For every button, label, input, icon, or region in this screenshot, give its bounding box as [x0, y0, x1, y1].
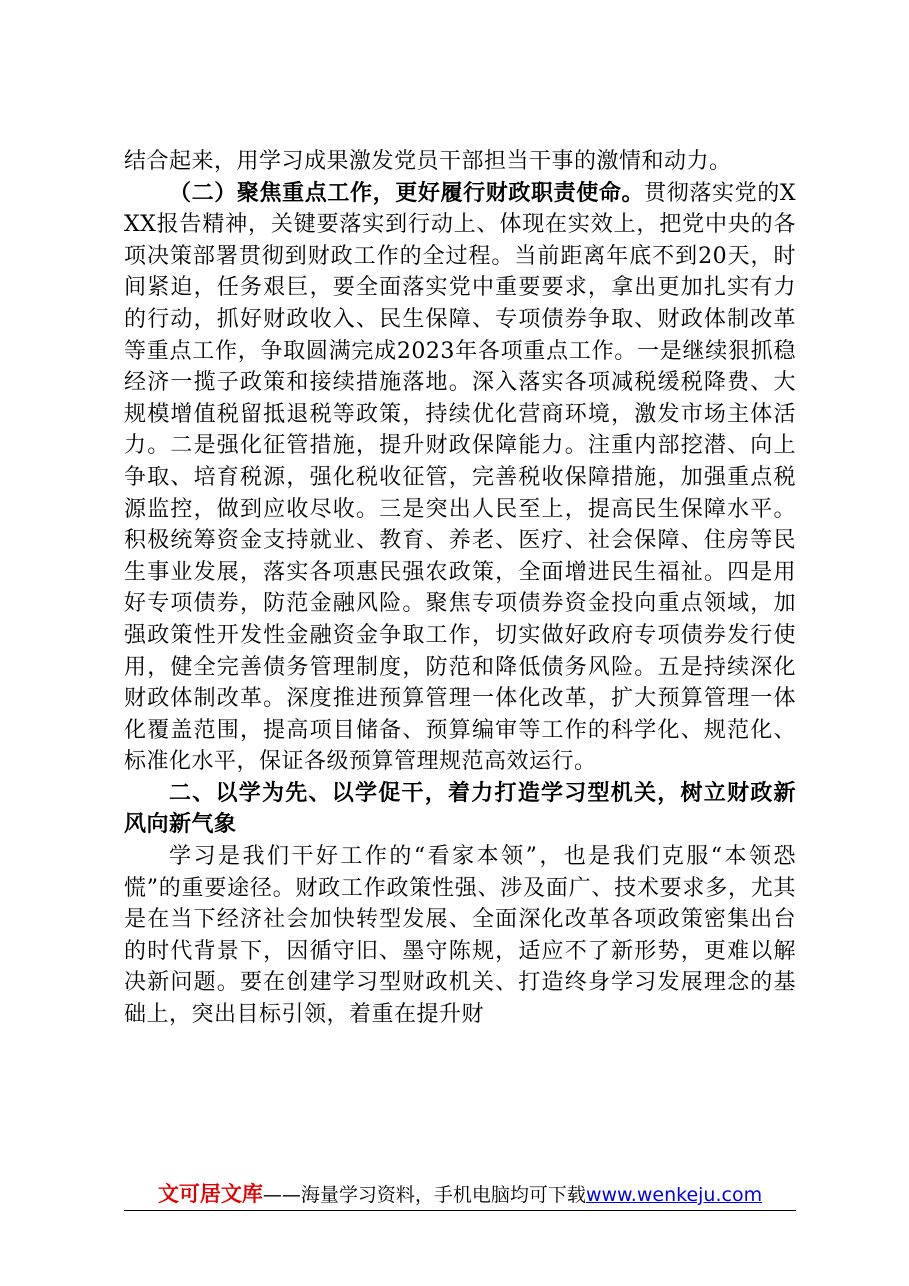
paragraph-subsection-2: [124, 178, 796, 778]
subsection-body: 贯彻落实党的XXX报告精神，关键要落实到行动上、体现在实效上，把党中央的各项决策部署贯彻到财政工作的全过程。当前距离年底不到20天，时间紧迫，任务艰巨，要全面落实党中重要要求，拿出更加扎实有力的行动，抓好财政收入、民生保障、专项债券争取、财政体制改革等重点工作，争取圆满完成2023年各项重点工作。一是继续狠抓稳经济一揽子政策和接续措施落地。深入落实各项减税缓税降费、大规模增值税留抵退税等政策，持续优化营商环境，激发市场主体活力。二是强化征管措施，提升财政保障能力。注重内部挖潜、向上争取、培育税源，强化税收征管，完善税收保障措施，加强重点税源监控，做到应收尽收。三是突出人民至上，提高民生保障水平。积极统筹资金支持就业、教育、养老、医疗、社会保障、住房等民生事业发展，落实各项惠民强农政策，全面增进民生福祉。四是用好专项债券，防范金融风险。聚焦专项债券资金投向重点领域，加强政策性开发性金融资金争取工作，切实做好政府专项债券发行使用，健全完善债务管理制度，防范和降低债务风险。五是持续深化财政体制改革。深度推进预算管理一体化改革，扩大预算管理一体化覆盖范围，提高项目储备、预算编审等工作的科学化、规范化、标准化水平，保证各级预算管理规范高效运行。: [124, 180, 796, 775]
footer-brand: 文可居文库: [157, 1182, 263, 1206]
paragraph-section-2: 学习是我们干好工作的“看家本领”，也是我们克服“本领恐慌”的重要途径。财政工作政策性强、涉及面广、技术要求多，尤其是在当下经济社会加快转型发展、全面深化改革各项政策密集出台的时代背景下，因循守旧、墨守陈规，适应不了新形势，更难以解决新问题。要在创建学习型财政机关、打造终身学习发展理念的基础上，突出目标引领，着重在提升财: [124, 844, 796, 1028]
footer-divider: [124, 1210, 796, 1211]
footer-banner: [124, 1180, 796, 1209]
paragraph-continued: 结合起来，用学习成果激发党员干部担当干事的激情和动力。: [124, 149, 732, 174]
document-body: [124, 146, 796, 1031]
footer-slogan: ——海量学习资料，手机电脑均可下载: [262, 1184, 586, 1206]
section-heading: 二、以学为先、以学促干，着力打造学习型机关，树立财政新风向新气象: [124, 780, 796, 838]
footer-url-link[interactable]: www.wenkeju.com: [585, 1184, 763, 1206]
subsection-heading: （二）聚焦重点工作，更好履行财政职责使命。: [169, 179, 645, 206]
